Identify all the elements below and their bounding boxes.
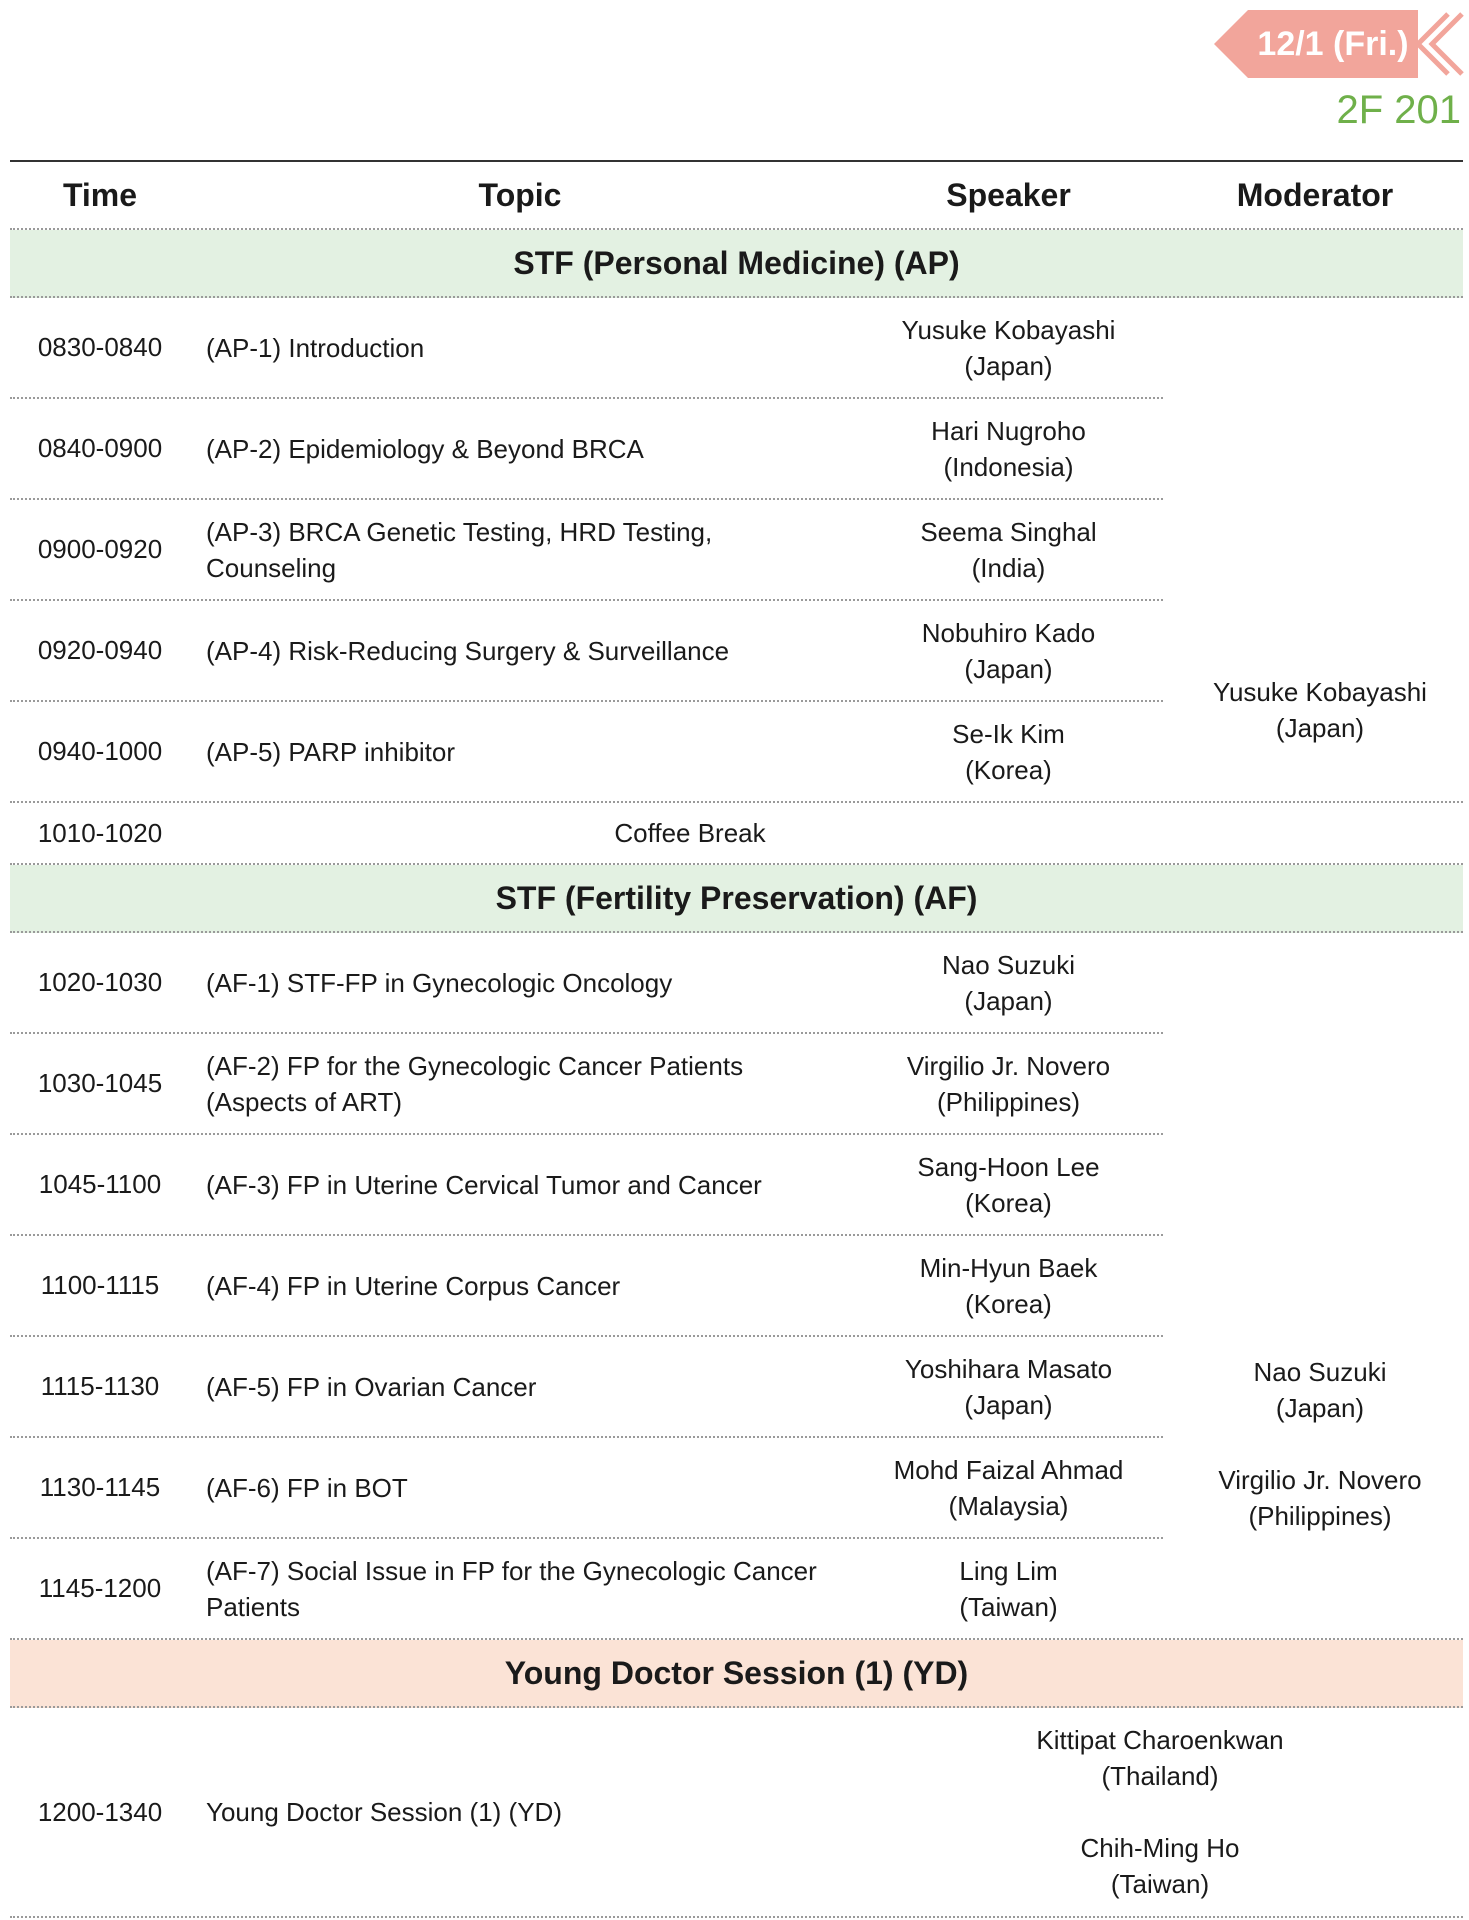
table-row [10,933,1163,1034]
day-label: 12/1 (Fri.) [1257,25,1409,63]
break-label: Coffee Break [614,817,766,848]
speaker-country: (Malaysia) [948,1490,1069,1521]
talk-time: 1145-1200 [38,1573,162,1603]
talk-topic [206,1337,846,1436]
speaker-country: (Japan) [964,1389,1053,1420]
talk-speaker [850,601,1167,700]
topic-line: (AF-1) STF-FP in Gynecologic Oncology [206,967,673,998]
talk-time: 1100-1115 [40,1270,160,1300]
speaker-name: Mohd Faizal Ahmad [893,1454,1124,1485]
speaker-country: (Japan) [964,350,1053,381]
speaker-name: Seema Singhal [920,516,1097,547]
speaker-name: Sang-Hoon Lee [917,1151,1100,1182]
talk-topic: (AP-1) Introduction [206,332,425,363]
topic-line: Patients [206,1591,300,1622]
section-title: Young Doctor Session (1) (YD) [504,1655,969,1691]
moderator-name: Yusuke Kobayashi [1213,676,1427,707]
speaker-country: (Japan) [964,653,1053,684]
talk-time: 1130-1145 [39,1472,161,1502]
talk-speaker [850,399,1167,498]
talk-topic: (AP-3) BRCA Genetic Testing, HRD Testing, Counseling [206,516,713,583]
talk-time: 1200-1340 [37,1796,163,1827]
talk-topic: Young Doctor Session (1) (YD) [206,1796,562,1827]
talk-topic [206,933,846,1032]
moderator-name: Virgilio Jr. Novero [1218,1464,1422,1495]
talk-time: 0900-0920 [37,534,163,564]
talk-time: 0840-0900 [37,433,163,463]
talk-speaker [850,1034,1167,1133]
section-title: STF (Personal Medicine) (AP) [513,245,960,281]
moderator-af [1177,1090,1463,1797]
moderator-country: (Philippines) [1248,1500,1392,1531]
day-tag [1214,10,1464,78]
speaker-country: (Korea) [965,1288,1052,1319]
moderator-country: (Japan) [1275,712,1365,743]
speaker-country: (Korea) [965,1187,1052,1218]
moderator-ap [1177,457,1463,962]
talk-speaker [850,702,1167,801]
speaker-country: (Philippines) [936,1086,1081,1117]
room-label: 2F 201 [1336,88,1461,132]
table-row [10,1034,1163,1135]
speaker-name: Hari Nugroho [931,415,1086,446]
topic-line: (AF-7) Social Issue in FP for the Gynecologic Cancer [206,1555,817,1586]
section-ap [10,230,1463,298]
talk-time: 1115-1130 [40,1371,160,1401]
moderator-name: Nao Suzuki [1253,1356,1387,1387]
topic-line: (AF-2) FP for the Gynecologic Cancer Patients [206,1050,744,1081]
col-topic: Topic [478,177,562,213]
speaker-name: Kittipat Charoenkwan [1036,1725,1284,1755]
topic-line: (AF-5) FP in Ovarian Cancer [206,1371,537,1402]
speaker-country: (Indonesia) [943,451,1074,482]
speaker-name: Nao Suzuki [942,949,1075,980]
speaker-country: (Korea) [965,754,1052,785]
table-row [10,500,1163,601]
speaker-country: (Thailand) [1101,1761,1219,1791]
talk-time: 1045-1100 [38,1169,162,1199]
talk-topic [206,1034,846,1133]
speaker-name: Ling Lim [959,1555,1058,1586]
talk-time: 1030-1045 [37,1068,163,1098]
talk-speaker [850,933,1167,1032]
talk-time: 0940-1000 [37,736,163,766]
talk-time: 0920-0940 [37,635,163,665]
speaker-country: (Taiwan) [959,1591,1058,1622]
speaker-name: Min-Hyun Baek [919,1252,1098,1283]
table-row [10,1337,1163,1438]
table-row [10,1438,1163,1539]
speaker-name: Yusuke Kobayashi [901,314,1116,345]
topic-line: (AF-3) FP in Uterine Cervical Tumor and Cancer [206,1169,762,1200]
speaker-country: (Japan) [964,985,1053,1016]
table-row [10,298,1163,399]
speaker-name: Chih-Ming Ho [1080,1833,1240,1863]
talk-speaker [850,298,1167,397]
talk-topic: (AP-2) Epidemiology & Beyond BRCA [206,433,644,464]
talk-speaker [850,1438,1167,1537]
schedule-table [10,162,1463,1918]
talk-time: 0830-0840 [37,332,163,362]
talk-topic: (AP-4) Risk-Reducing Surgery & Surveillance [206,635,730,666]
talk-speaker [850,1337,1167,1436]
col-speaker: Speaker [946,177,1071,213]
table-row [10,399,1163,500]
table-header [10,162,1463,230]
topic-line: (Aspects of ART) [206,1086,403,1117]
col-moderator: Moderator [1236,177,1394,213]
talk-speaker [850,1236,1167,1335]
talk-speaker [850,500,1167,599]
talk-speaker [850,1539,1167,1638]
talk-speaker [850,1135,1167,1234]
speaker-name: Nobuhiro Kado [921,617,1096,648]
topic-line: (AF-4) FP in Uterine Corpus Cancer [206,1270,621,1301]
talk-topic [206,1539,846,1638]
section-title: STF (Fertility Preservation) (AF) [495,880,978,916]
talk-topic: (AP-5) PARP inhibitor [206,736,456,767]
speaker-name: Virgilio Jr. Novero [906,1050,1111,1081]
talk-time: 1020-1030 [37,967,163,997]
speaker-name: Se-Ik Kim [952,718,1065,749]
talk-topic [206,1236,846,1335]
table-row [10,601,1163,702]
break-time: 1010-1020 [37,817,163,848]
talk-topic [206,1135,846,1234]
table-row [10,1236,1163,1337]
talk-topic [206,1438,846,1537]
moderator-country: (Japan) [1275,1392,1365,1423]
speaker-name: Yoshihara Masato [904,1353,1113,1384]
speaker-country: (Taiwan) [1110,1869,1210,1899]
topic-line: (AF-6) FP in BOT [206,1472,408,1503]
speaker-country: (India) [971,552,1046,583]
table-row [10,1135,1163,1236]
col-time: Time [62,177,138,213]
